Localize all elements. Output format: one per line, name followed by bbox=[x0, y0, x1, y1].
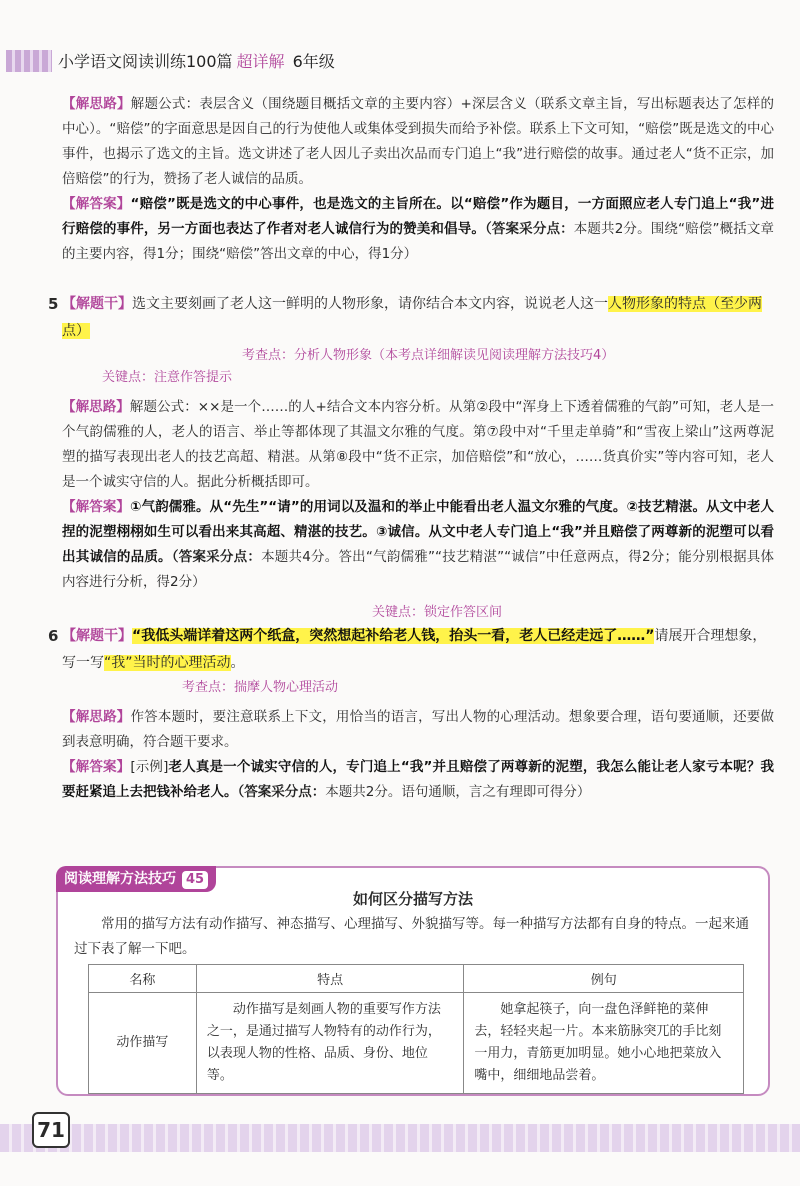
stem-tag: 【解题干】 bbox=[62, 296, 132, 312]
cell-feature bbox=[196, 993, 464, 1094]
stem-tag: 【解题干】 bbox=[62, 628, 132, 644]
answer-tag: 【解答案】 bbox=[62, 759, 131, 775]
page-footer-band bbox=[0, 1124, 800, 1152]
key-point-note: 关键点：注意作答提示 bbox=[102, 370, 233, 385]
method-tab-label: 阅读理解方法技巧 bbox=[64, 871, 176, 887]
think-block-6 bbox=[62, 705, 774, 755]
think-tag: 【解思路】 bbox=[62, 709, 131, 725]
cell-feature-text: 动作描写是刻画人物的重要写作方法之一，是通过描写人物特有的动作行为，以表现人物的性格、品质、身份、地位等。 bbox=[206, 1002, 441, 1083]
score-text: 本题共4分。答出“气韵儒雅”“技艺精湛”“诚信”中任意两点，得2分；能分别根据具体内容进行分析，得2分） bbox=[62, 549, 775, 590]
method-table bbox=[88, 964, 744, 1094]
book-title-accent: 超详解 bbox=[236, 52, 285, 71]
stem-highlight-2: （至少两点） bbox=[62, 296, 762, 339]
question-number: 6 bbox=[48, 627, 59, 645]
think-tag: 【解思路】 bbox=[62, 399, 130, 415]
page-header bbox=[0, 48, 800, 74]
method-tips-box bbox=[56, 866, 770, 1096]
page-number: 71 bbox=[32, 1112, 70, 1148]
exam-point-note: 考查点：分析人物形象（本考点详细解读见阅读理解方法技巧4） bbox=[242, 348, 615, 363]
book-title-text: 小学语文阅读训练100篇 bbox=[58, 52, 233, 71]
score-text: 本题共2分。围绕“赔偿”概括文章的主要内容，得1分；围绕“赔偿”答出文章的中心，得1分） bbox=[62, 221, 775, 262]
column-header-name: 名称 bbox=[89, 965, 197, 993]
stem-text: 请展开合理想象，写一写 bbox=[62, 628, 767, 671]
answer-tag: 【解答案】 bbox=[62, 196, 131, 212]
exam-point-note-6: 考查点：揣摩人物心理活动 bbox=[182, 680, 339, 695]
stem-end: 。 bbox=[230, 655, 245, 671]
answer-block-5 bbox=[62, 495, 774, 595]
answer-tag: 【解答案】 bbox=[62, 499, 131, 515]
key-point-note-6: 关键点：锁定作答区间 bbox=[372, 605, 503, 620]
think-text: 解题公式：表层含义（围绕题目概括文章的主要内容）+深层含义（联系文章主旨，写出标题表达了怎样的中心）。“赔偿”的字面意思是因自己的行为使他人或集体受到损失而给予补偿。联系上下文可知，“赔偿”既是选文的中心事件，也揭示了选文的主旨。选文讲述了老人因儿子卖出次品而专门追上“我”进行赔偿的故事。通过老人“货不正宗，加倍赔偿”的行为，赞扬了老人诚信的品质。 bbox=[62, 96, 775, 187]
stem-text: 选文主要刻画了老人这一鲜明的人物形象，请你结合本文内容，说说老人这一 bbox=[132, 296, 608, 312]
think-text: 作答本题时，要注意联系上下文，用恰当的语言，写出人物的心理活动。想象要合理，语句要通顺，还要做到表意明确，符合题干要求。 bbox=[62, 709, 775, 750]
method-tab-number: 45 bbox=[182, 871, 208, 889]
question-number: 5 bbox=[48, 295, 59, 313]
cell-example-text: 她拿起筷子，向一盘色泽鲜艳的菜伸去，轻轻夹起一片。本来筋脉突兀的手比刻一用力，青筋更加明显。她小心地把菜放入嘴中，细细地品尝着。 bbox=[474, 1002, 722, 1083]
method-intro: 常用的描写方法有动作描写、神态描写、心理描写、外貌描写等。每一种描写方法都有自身的特点。一起来通过下表了解一下吧。 bbox=[74, 916, 749, 957]
think-tag: 【解思路】 bbox=[62, 96, 131, 112]
column-header-example: 例句 bbox=[464, 965, 744, 993]
stem-highlight: “我低头端详着这两个纸盒，突然想起补给老人钱，抬头一看，老人已经走远了……” bbox=[132, 628, 655, 644]
answer-prefix: [示例] bbox=[130, 759, 169, 775]
stem-highlight: 人物形象的特点 bbox=[608, 296, 706, 312]
score-text: 本题共2分。语句通顺，言之有理即可得分） bbox=[325, 784, 591, 800]
think-text: 解题公式：××是一个……的人+结合文本内容分析。从第②段中“浑身上下透着儒雅的气韵”可知，老人是一个气韵儒雅的人，老人的语言、举止等都体现了其温文尔雅的气度。第⑦段中对“千里走单骑”和“雪夜上梁山”这两尊泥塑的描写表现出老人的技艺高超、精湛。从第⑧段中“货不正宗，加倍赔偿”和“放心，……货真价实”等内容可知，老人是一个诚实守信的人。据此分析概括即可。 bbox=[62, 399, 774, 490]
question-6-stem bbox=[48, 623, 774, 677]
think-block-1 bbox=[62, 92, 774, 192]
cell-example bbox=[464, 993, 744, 1094]
score-label: （答案采分点： bbox=[171, 549, 262, 565]
table-header-row bbox=[89, 965, 744, 993]
score-label: （答案采分点： bbox=[485, 221, 574, 237]
main-content bbox=[48, 92, 775, 805]
answer-text: ①气韵儒雅。从“先生”“请”的用词以及温和的举止中能看出老人温文尔雅的气度。②技艺精湛。从文中老人捏的泥塑栩栩如生可以看出来其高超、精湛的技艺。③诚信。从文中老人专门追上“我”并且赔偿了两尊新的泥塑可以看出其诚信的品质。 bbox=[62, 499, 774, 565]
book-title bbox=[58, 49, 335, 72]
answer-text: 老人真是一个诚实守信的人，专门追上“我”并且赔偿了两尊新的泥塑，我怎么能让老人家亏本呢？我要赶紧追上去把钱补给老人。 bbox=[62, 759, 774, 800]
answer-text: “赔偿”既是选文的中心事件，也是选文的主旨所在。以“赔偿”作为题目，一方面照应老人专门追上“我”进行赔偿的事件，另一方面也表达了作者对老人诚信行为的赞美和倡导。 bbox=[62, 196, 774, 237]
stem-highlight-2: “我”当时的心理活动 bbox=[104, 655, 231, 671]
method-title: 如何区分描写方法 bbox=[352, 890, 473, 908]
column-header-feature: 特点 bbox=[196, 965, 464, 993]
score-label: （答案采分点： bbox=[237, 784, 326, 800]
question-5-stem bbox=[48, 291, 774, 345]
answer-block-6 bbox=[62, 755, 774, 805]
book-grade: 6年级 bbox=[292, 52, 335, 71]
cell-name: 动作描写 bbox=[89, 993, 197, 1094]
think-block-5 bbox=[62, 395, 774, 495]
header-decoration bbox=[6, 50, 52, 72]
answer-block-1 bbox=[62, 192, 774, 267]
table-row bbox=[89, 993, 744, 1094]
